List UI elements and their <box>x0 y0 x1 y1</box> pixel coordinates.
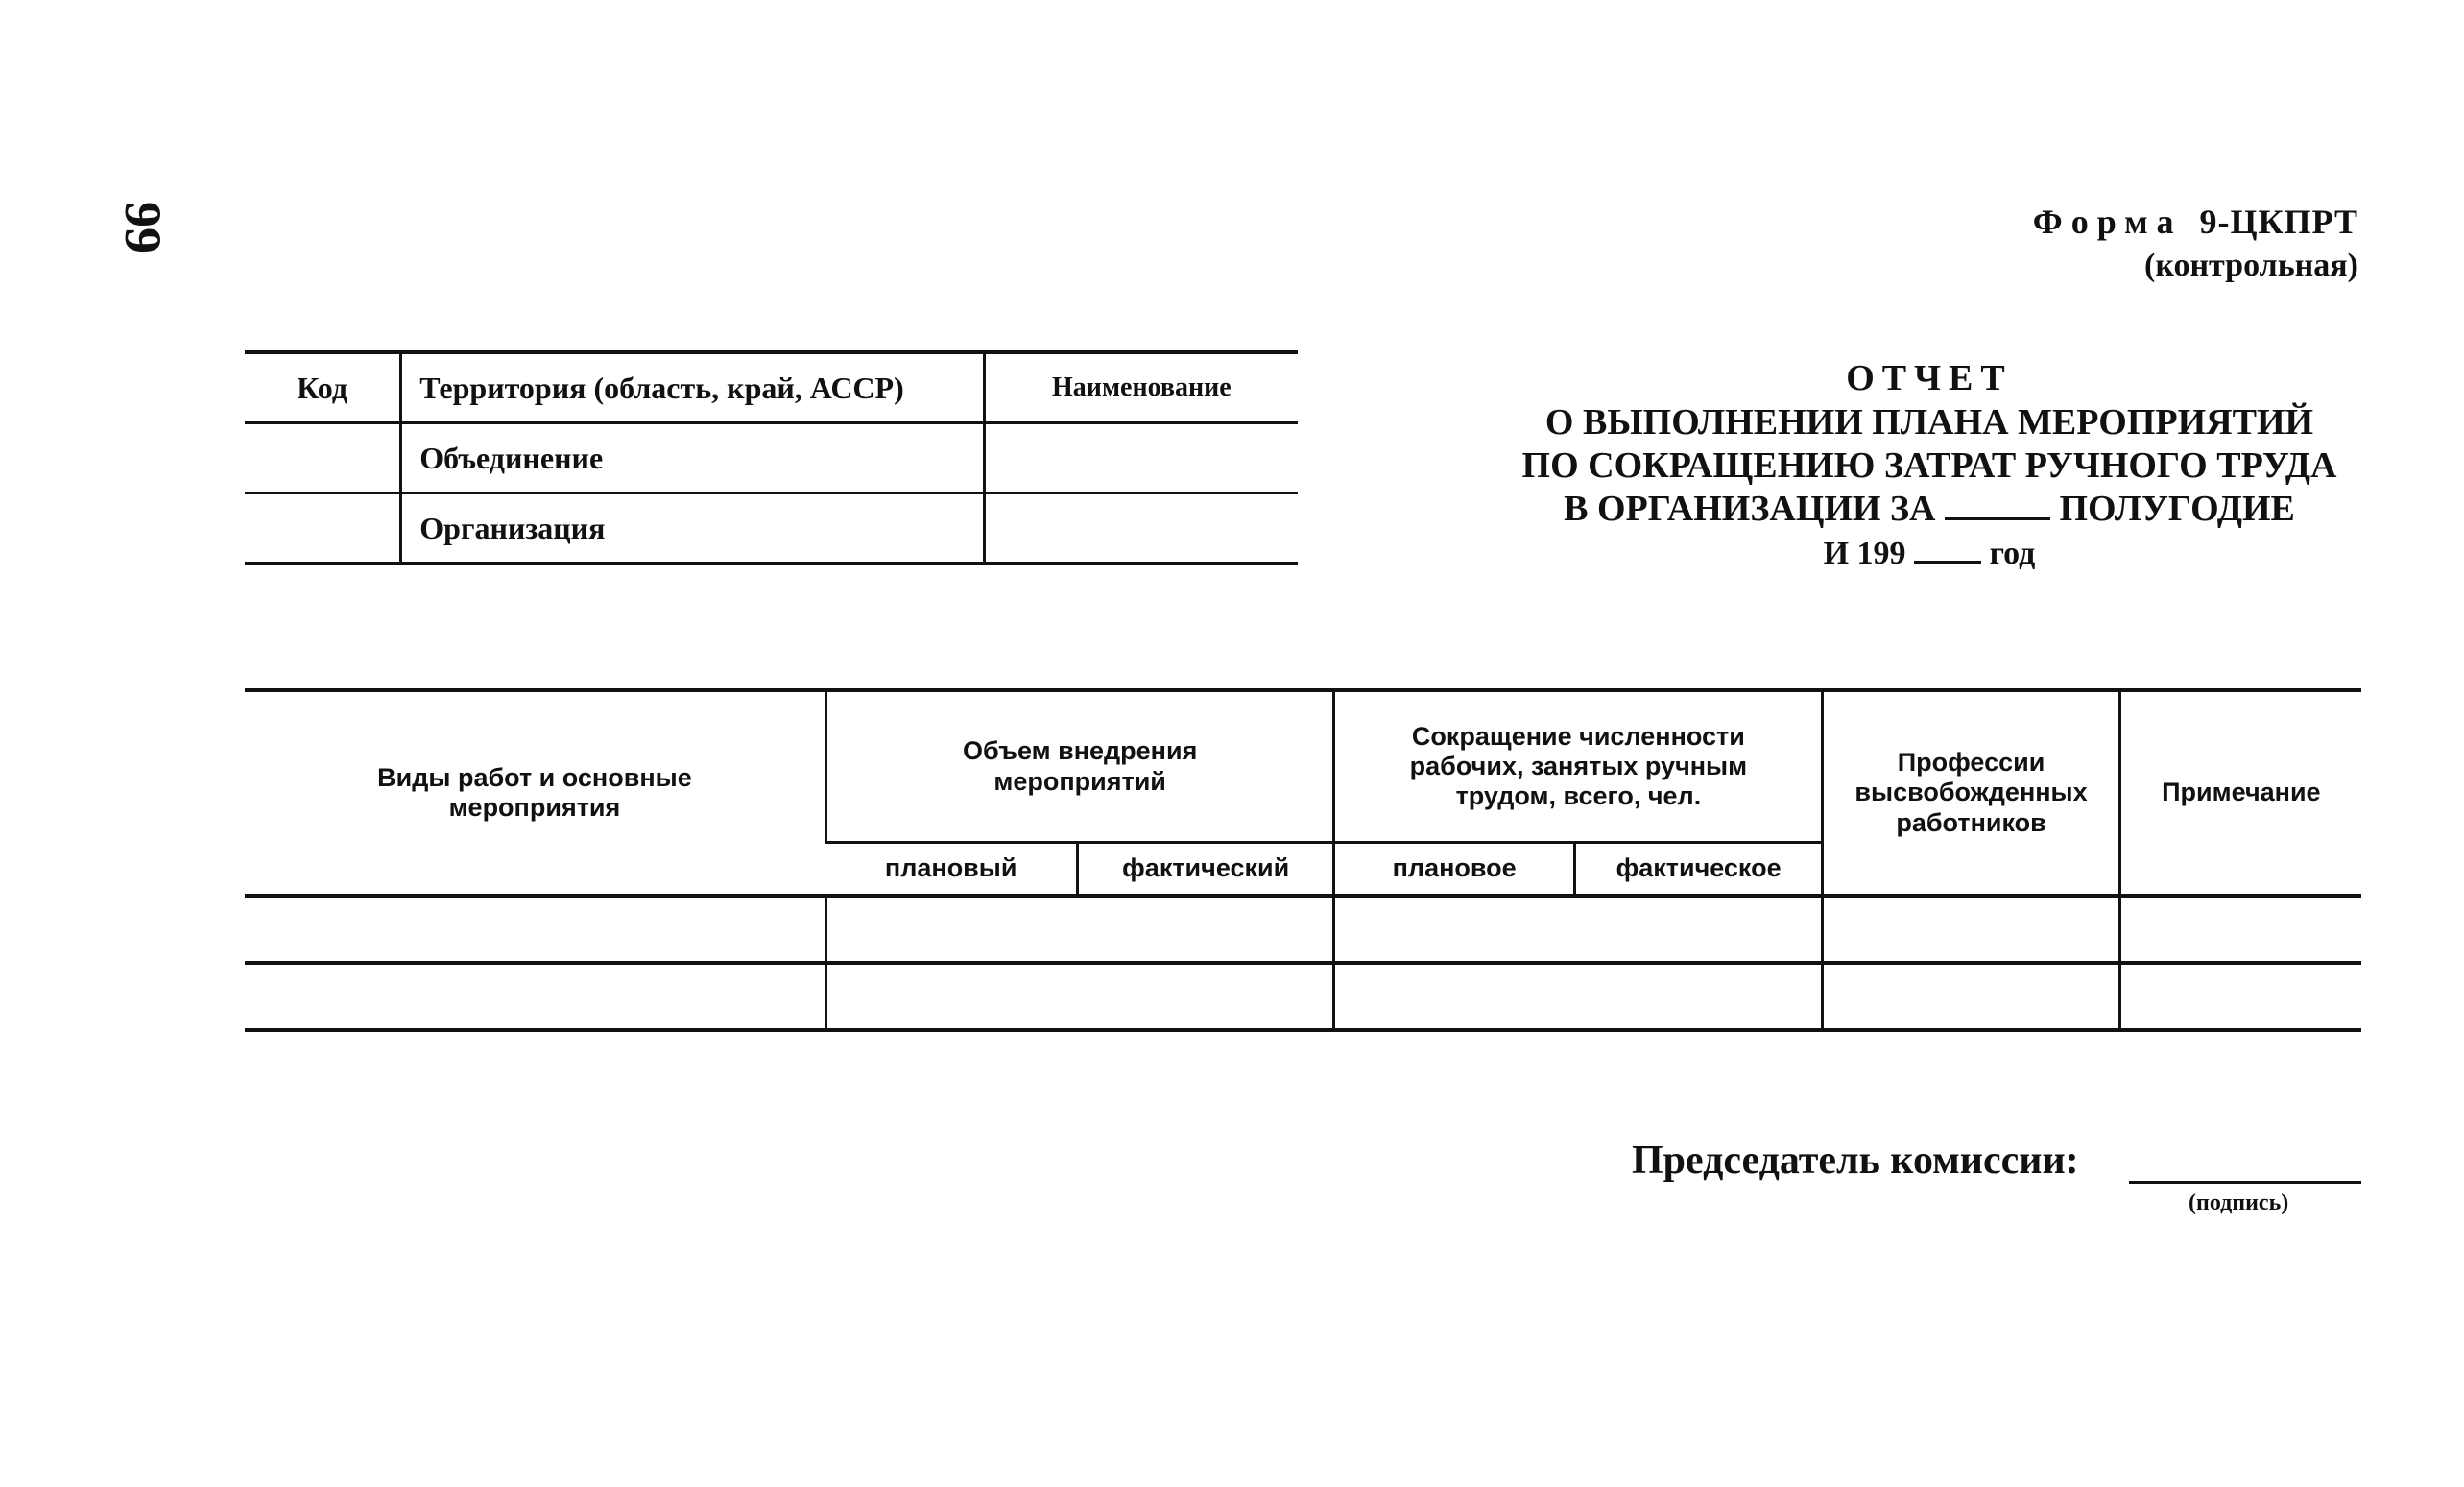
name-cell[interactable] <box>984 423 1298 493</box>
code-cell[interactable] <box>245 493 401 564</box>
subheader-reduction-planned: плановое <box>1334 843 1574 897</box>
header-code: Код <box>245 352 401 423</box>
professions-cell[interactable] <box>1823 963 2119 1030</box>
report-title-line-2: О ВЫПОЛНЕНИИ ПЛАНА МЕРОПРИЯТИЙ <box>1544 402 2314 443</box>
note-cell[interactable] <box>2119 896 2361 963</box>
year-blank[interactable] <box>1914 534 1981 564</box>
header-volume: Объем внедрения мероприятий <box>825 690 1334 843</box>
measures-table <box>245 688 2361 1032</box>
code-cell[interactable] <box>245 423 401 493</box>
signature-caption: (подпись) <box>2189 1190 2289 1215</box>
row-label-association: Объединение <box>401 423 984 493</box>
org-table-header <box>245 352 1298 423</box>
subheader-volume-actual: фактический <box>1077 843 1333 897</box>
reduction-cell[interactable] <box>1334 963 1823 1030</box>
year-prefix: И 199 <box>1823 536 1906 571</box>
header-professions: Профессии высвобожденных работников <box>1823 690 2119 896</box>
name-cell[interactable] <box>984 493 1298 564</box>
org-table-row <box>245 423 1298 493</box>
report-title-line-5 <box>1497 534 2361 572</box>
header-name: Наименование <box>1052 372 1232 402</box>
works-cell[interactable] <box>245 963 825 1030</box>
header-works: Виды работ и основные мероприятия <box>377 762 692 822</box>
header-note: Примечание <box>2119 690 2361 896</box>
form-title <box>2033 202 2358 242</box>
report-title-line-4 <box>1497 488 2361 530</box>
half-year-blank[interactable] <box>1945 491 2050 520</box>
chairman-label: Председатель комиссии: <box>1632 1139 2079 1183</box>
report-title-main: ОТЧЕТ <box>1846 358 2013 398</box>
note-cell[interactable] <box>2119 963 2361 1030</box>
header-reduction: Сокращение численности рабочих, занятых ручным трудом, всего, чел. <box>1334 690 1823 843</box>
form-code: 9-ЦКПРТ <box>2199 203 2358 241</box>
main-table-header <box>245 690 2361 843</box>
report-title-line-4-end: ПОЛУГОДИЕ <box>2059 489 2295 529</box>
report-title-line-3: ПО СОКРАЩЕНИЮ ЗАТРАТ РУЧНОГО ТРУДА <box>1521 445 2337 486</box>
table-row <box>245 896 2361 963</box>
form-subtitle: (контрольная) <box>2144 248 2358 283</box>
subheader-reduction-actual: фактическое <box>1574 843 1823 897</box>
header-territory: Территория (область, край, АССР) <box>401 352 984 423</box>
year-suffix: год <box>1989 536 2036 571</box>
subheader-volume-planned: плановый <box>884 853 1017 883</box>
report-title-line-4-start: В ОРГАНИЗАЦИИ ЗА <box>1564 489 1936 529</box>
organization-table <box>245 350 1298 565</box>
row-label-organization: Организация <box>401 493 984 564</box>
form-title-word: Форма <box>2032 203 2183 241</box>
table-row <box>245 963 2361 1030</box>
volume-cell[interactable] <box>825 896 1334 963</box>
works-cell[interactable] <box>245 896 825 963</box>
org-table-row <box>245 493 1298 564</box>
professions-cell[interactable] <box>1823 896 2119 963</box>
reduction-cell[interactable] <box>1334 896 1823 963</box>
page-number: 99 <box>114 202 172 253</box>
volume-cell[interactable] <box>825 963 1334 1030</box>
signature-line[interactable] <box>2129 1181 2361 1184</box>
